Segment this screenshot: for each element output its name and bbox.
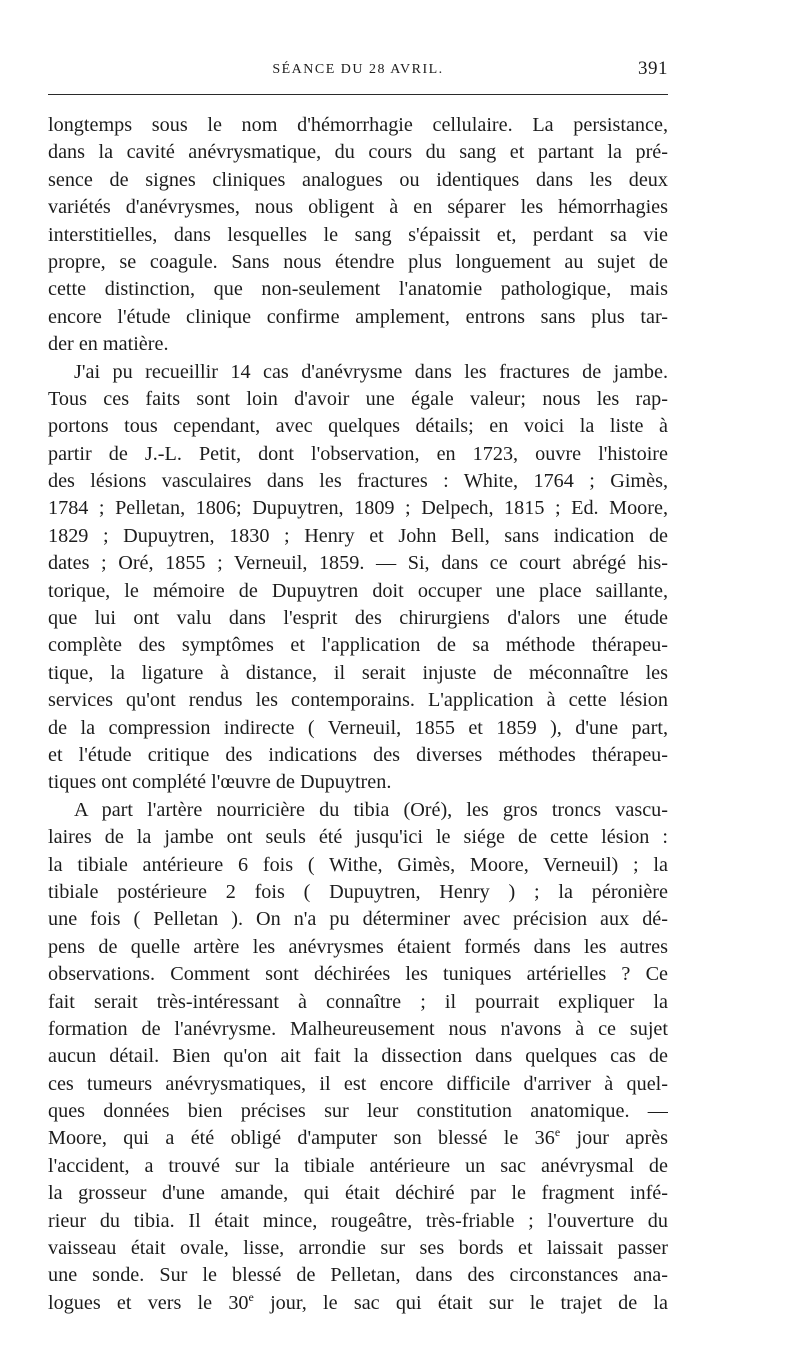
text-line: der en matière.	[48, 333, 169, 356]
text-line: que lui ont valu dans l'esprit des chirurgiens d'alors une étude	[48, 607, 668, 630]
text-line: fait serait très-intéressant à connaître ; il pourrait expliquer la	[48, 990, 668, 1013]
text-line: dates ; Oré, 1855 ; Verneuil, 1859. — Si, dans ce court abrégé his-	[48, 552, 668, 575]
text-segment: Moore, qui a été obligé d'amputer son blessé le 36	[48, 1127, 555, 1150]
text-line: Tous ces faits sont loin d'avoir une égale valeur; nous les rap-	[48, 387, 668, 410]
text-line-with-superscript	[48, 1290, 668, 1317]
text-line: interstitielles, dans lesquelles le sang s'épaissit et, perdant sa vie	[48, 223, 668, 246]
text-line: complète des symptômes et l'application de sa méthode thérapeu-	[48, 634, 668, 657]
text-line: tique, la ligature à distance, il serait injuste de méconnaître les	[48, 661, 668, 684]
text-line: cette distinction, que non-seulement l'anatomie pathologique, mais	[48, 278, 668, 301]
text-line: vaisseau était ovale, lisse, arrondie sur ses bords et laissait passer	[48, 1237, 668, 1260]
text-line: 1829 ; Dupuytren, 1830 ; Henry et John Bell, sans indication de	[48, 524, 668, 547]
header-rule	[48, 94, 668, 95]
text-line: la grosseur d'une amande, qui était déchiré par le fragment infé-	[48, 1182, 668, 1205]
text-line: 1784 ; Pelletan, 1806; Dupuytren, 1809 ; Delpech, 1815 ; Ed. Moore,	[48, 497, 668, 520]
text-line: une sonde. Sur le blessé de Pelletan, dans des circonstances ana-	[48, 1264, 668, 1287]
page-number: 391	[638, 58, 668, 79]
text-line: de la compression indirecte ( Verneuil, 1855 et 1859 ), d'une part,	[48, 716, 668, 739]
text-line: aucun détail. Bien qu'on ait fait la dissection dans quelques cas de	[48, 1045, 668, 1068]
paragraph-start-line: A part l'artère nourricière du tibia (Oré), les gros troncs vascu-	[74, 798, 668, 821]
text-line: des lésions vasculaires dans les fractures : White, 1764 ; Gimès,	[48, 470, 668, 493]
text-segment: jour, le sac qui était sur le trajet de la	[270, 1291, 668, 1314]
text-line: dans la cavité anévrysmatique, du cours du sang et partant la pré-	[48, 141, 668, 164]
body-text	[48, 112, 668, 1317]
text-line: tibiale postérieure 2 fois ( Dupuytren, Henry ) ; la péronière	[48, 880, 668, 903]
text-line: longtemps sous le nom d'hémorrhagie cellulaire. La persistance,	[48, 114, 668, 136]
text-line: pens de quelle artère les anévrysmes étaient formés dans les autres	[48, 935, 668, 958]
text-line: observations. Comment sont déchirées les tuniques artérielles ? Ce	[48, 963, 668, 986]
page-header	[48, 58, 668, 86]
running-head: SÉANCE DU 28 AVRIL.	[272, 62, 444, 77]
text-line: formation de l'anévrysme. Malheureusement nous n'avons à ce sujet	[48, 1017, 668, 1040]
text-line: portons tous cependant, avec quelques détails; en voici la liste à	[48, 415, 668, 438]
text-line: ques données bien précises sur leur constitution anatomique. —	[48, 1100, 668, 1123]
text-line: sence de signes cliniques analogues ou identiques dans les deux	[48, 168, 668, 191]
text-line: torique, le mémoire de Dupuytren doit occuper une place saillante,	[48, 579, 668, 602]
text-line: variétés d'anévrysmes, nous obligent à en séparer les hémorrhagies	[48, 196, 668, 219]
text-line: rieur du tibia. Il était mince, rougeâtre, très-friable ; l'ouverture du	[48, 1209, 668, 1232]
paragraph-start-line: J'ai pu recueillir 14 cas d'anévrysme dans les fractures de jambe.	[74, 360, 668, 383]
text-line: services qu'ont rendus les contemporains. L'application à cette lésion	[48, 689, 668, 712]
superscript: e	[554, 1125, 561, 1140]
text-line: la tibiale antérieure 6 fois ( Withe, Gimès, Moore, Verneuil) ; la	[48, 853, 668, 876]
superscript: e	[248, 1289, 254, 1304]
text-line: ces tumeurs anévrysmatiques, il est encore difficile d'arriver à quel-	[48, 1072, 668, 1095]
text-segment: jour après	[576, 1127, 668, 1150]
text-line: tiques ont complété l'œuvre de Dupuytren.	[48, 771, 392, 794]
text-line: laires de la jambe ont seuls été jusqu'ici le siége de cette lésion :	[48, 826, 668, 849]
text-line: encore l'étude clinique confirme amplement, entrons sans plus tar-	[48, 305, 668, 328]
text-line-with-superscript	[48, 1125, 668, 1152]
text-line: l'accident, a trouvé sur la tibiale antérieure un sac anévrysmal de	[48, 1154, 668, 1177]
text-line: une fois ( Pelletan ). On n'a pu déterminer avec précision aux dé-	[48, 908, 668, 931]
text-segment: logues et vers le 30	[48, 1291, 249, 1314]
text-line: propre, se coagule. Sans nous étendre plus longuement au sujet de	[48, 250, 668, 273]
text-line: et l'étude critique des indications des diverses méthodes thérapeu-	[48, 743, 668, 766]
text-line: partir de J.-L. Petit, dont l'observation, en 1723, ouvre l'histoire	[48, 442, 668, 465]
